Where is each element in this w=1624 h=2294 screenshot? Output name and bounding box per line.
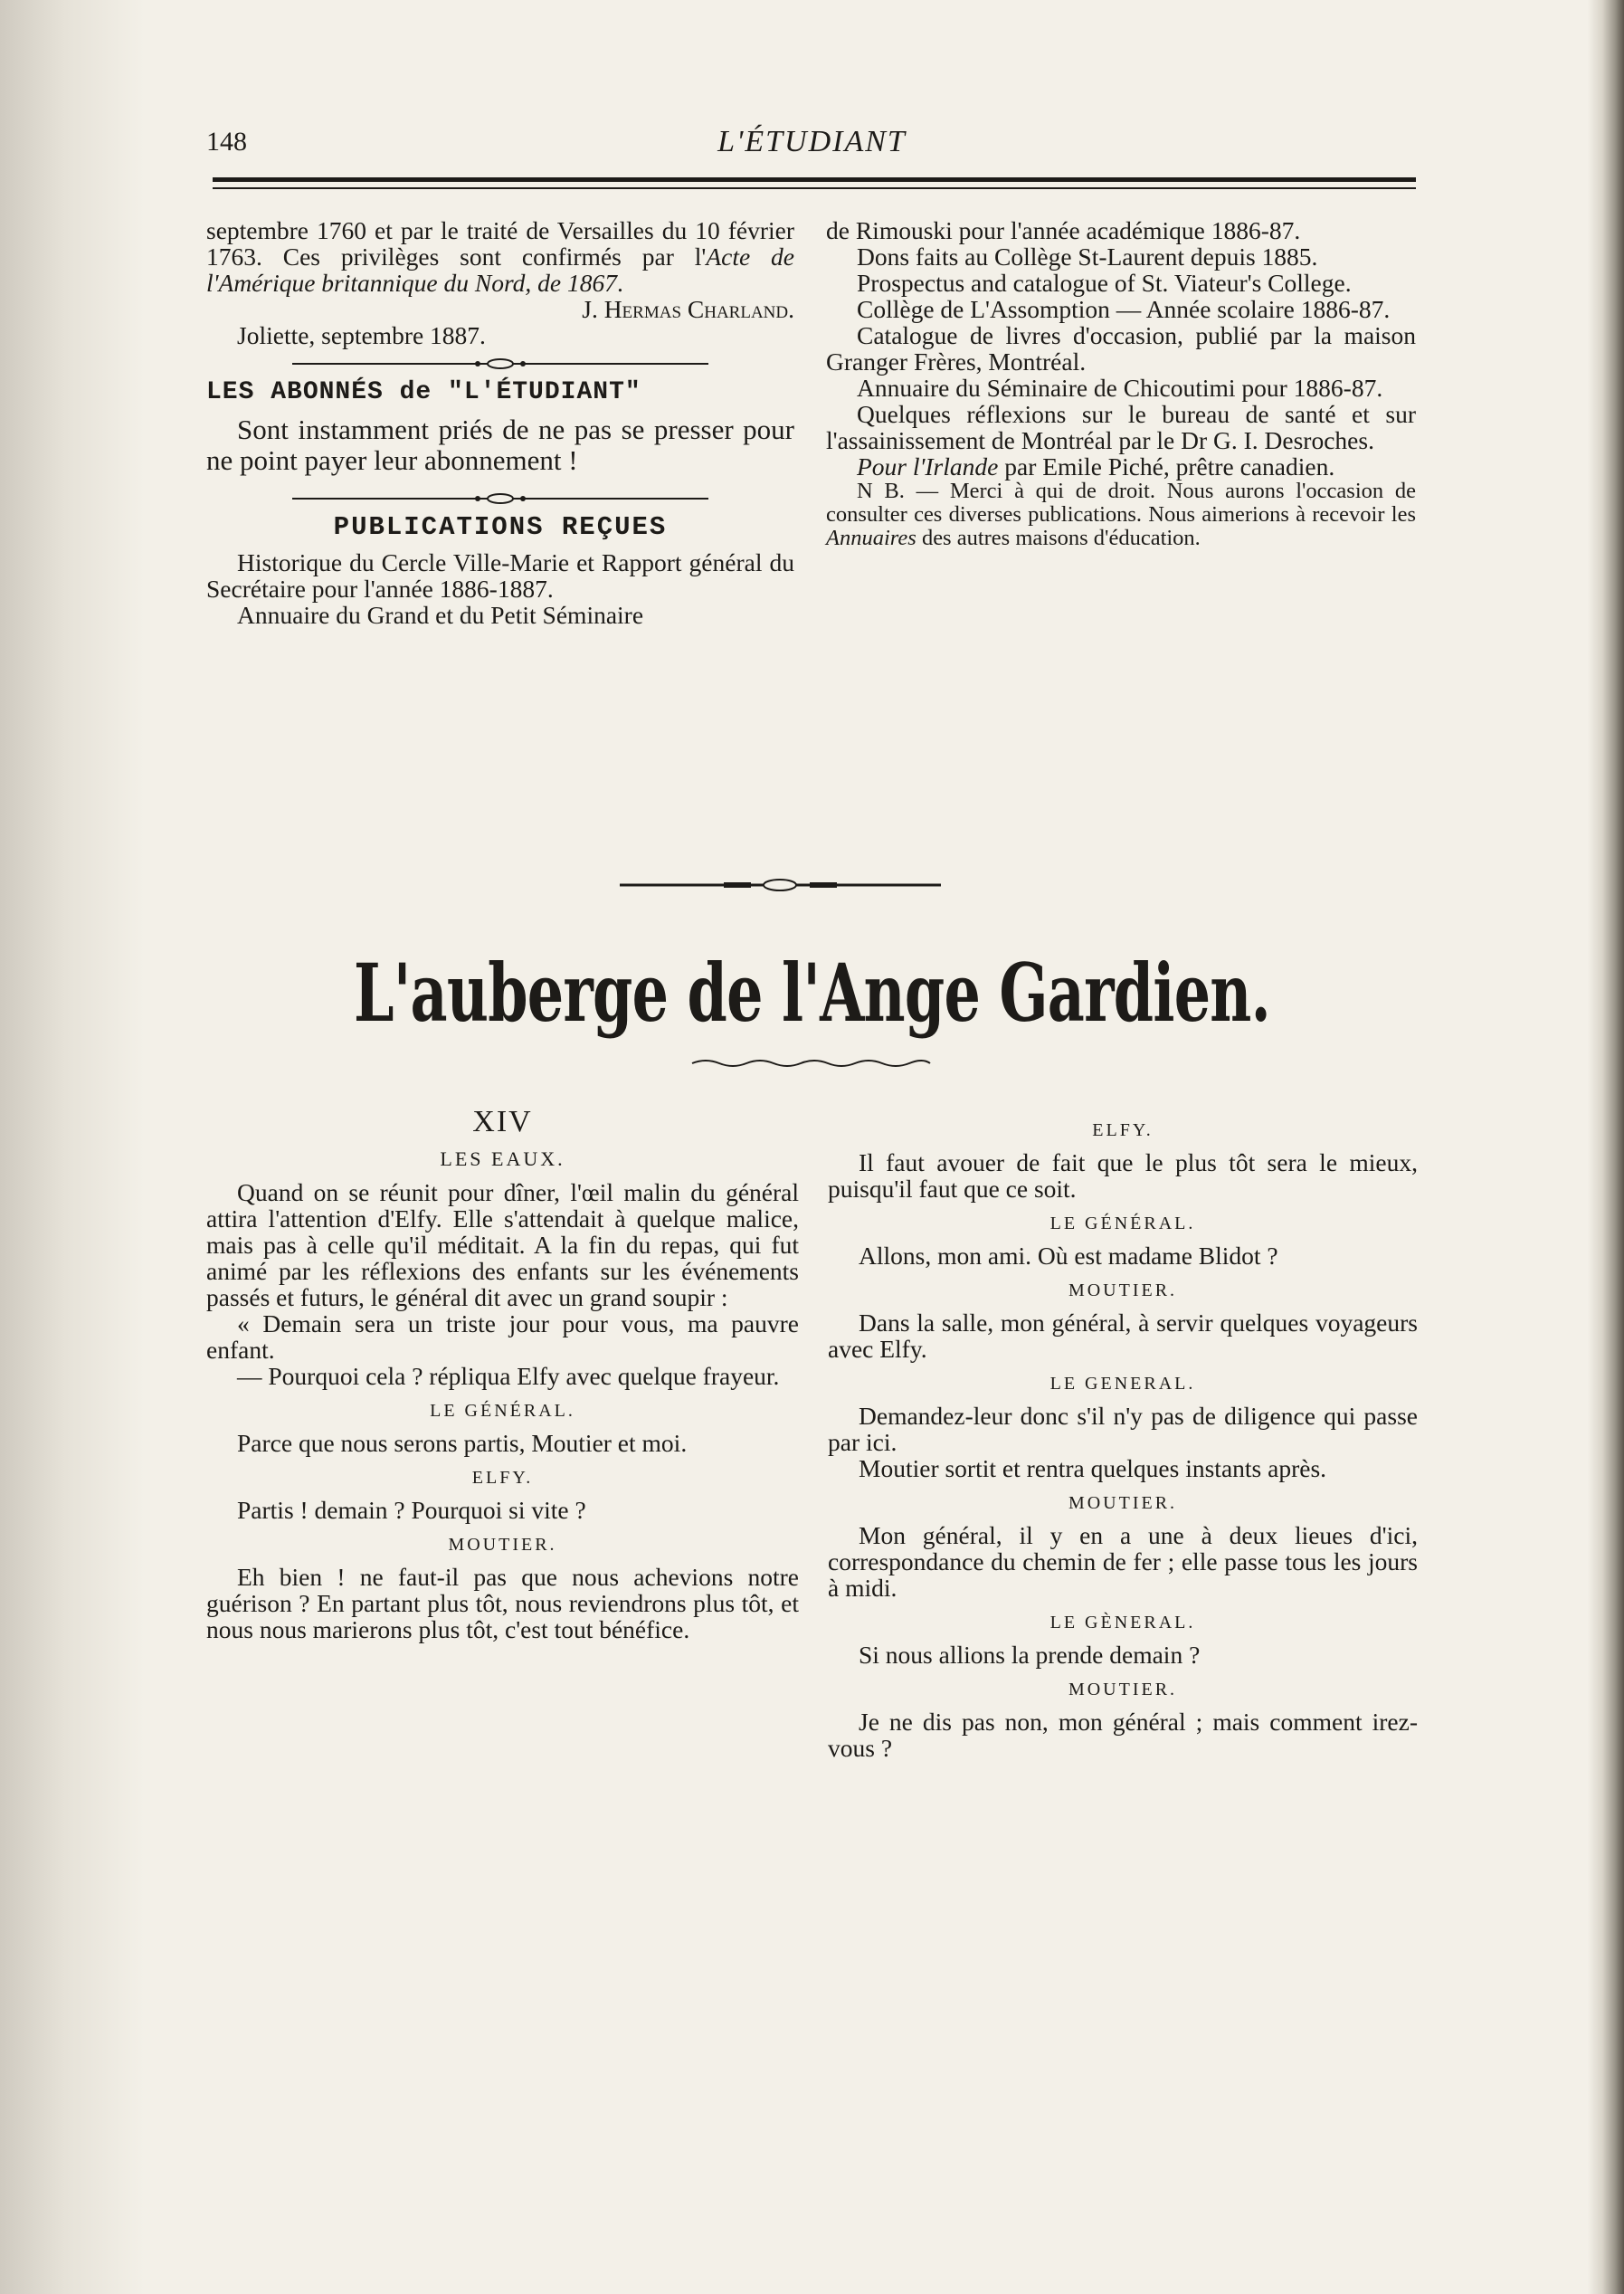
publication-item: Quelques réflexions sur le bureau de santé et sur l'assainissement de Montréal par le Dr G. I. Desroches.	[826, 400, 1416, 454]
story-paragraph: — Pourquoi cela ? répliqua Elfy avec quelque frayeur.	[237, 1362, 780, 1390]
speaker-name: MOUTIER.	[1068, 1680, 1178, 1699]
top-right-column	[826, 217, 1416, 550]
header-rule-thin	[213, 187, 1416, 189]
dialogue-line: Mon général, il y en a une à deux lieues d'ici, correspondance du chemin de fer ; elle passe tous les jours à midi.	[828, 1521, 1418, 1602]
story-left-column	[206, 1105, 799, 1643]
publications-heading: PUBLICATIONS REÇUES	[333, 512, 668, 542]
speaker-name: LE GÈNERAL.	[1049, 1613, 1196, 1632]
chapter-subtitle: LES EAUX.	[440, 1147, 565, 1170]
publication-item: de Rimouski pour l'année académique 1886-87.	[826, 216, 1301, 244]
speaker-name: MOUTIER.	[1068, 1280, 1178, 1300]
ornament-divider	[292, 492, 708, 505]
running-title: L'ÉTUDIANT	[717, 125, 907, 158]
publication-item: Historique du Cercle Ville-Marie et Rapport général du Secrétaire pour l'année 1886-1887.	[206, 548, 794, 603]
story-right-column	[828, 1109, 1418, 1761]
speaker-name: LE GÉNÉRAL.	[430, 1401, 575, 1421]
publication-item: Dons faits au Collège St-Laurent depuis 1885.	[857, 243, 1318, 271]
dialogue-line: Demandez-leur donc s'il n'y pas de diligence qui passe par ici.	[828, 1402, 1418, 1456]
ornament-divider	[292, 357, 708, 370]
publication-item: Prospectus and catalogue of St. Viateur's College.	[857, 269, 1352, 297]
speaker-name: ELFY.	[1092, 1120, 1154, 1140]
story-paragraph: « Demain sera un triste jour pour vous, ma pauvre enfant.	[206, 1309, 799, 1364]
article-dateline: Joliette, septembre 1887.	[237, 321, 486, 349]
header-rule-thick	[213, 177, 1416, 182]
speaker-name: ELFY.	[471, 1468, 534, 1488]
chapter-number: XIV	[472, 1105, 533, 1138]
dialogue-line: Partis ! demain ? Pourquoi si vite ?	[237, 1496, 586, 1524]
title-underline	[0, 1057, 1624, 1070]
top-left-column	[206, 217, 794, 628]
dialogue-line: Je ne dis pas non, mon général ; mais comment irez-vous ?	[828, 1708, 1418, 1762]
abonnes-notice: Sont instamment priés de ne pas se presser pour ne point payer leur abonnement !	[206, 414, 794, 476]
story-paragraph: Moutier sortit et rentra quelques instants après.	[859, 1454, 1327, 1482]
dialogue-line: Allons, mon ami. Où est madame Blidot ?	[859, 1242, 1278, 1270]
speaker-name: LE GÉNÉRAL.	[1049, 1214, 1196, 1233]
editor-note: N B. — Merci à qui de droit. Nous aurons l'occasion de consulter ces diverses publications. Nous aimerions à recevoir les Annuaires des autres maisons d'éducation.	[826, 479, 1416, 550]
article-continuation: septembre 1760 et par le traité de Versailles du 10 février 1763. Ces privilèges sont confirmés par l'Acte de l'Amérique britannique du Nord, de 1867.	[206, 216, 795, 297]
abonnes-heading: LES ABONNÉS de "L'ÉTUDIANT"	[206, 378, 641, 406]
dialogue-line: Eh bien ! ne faut-il pas que nous achevions notre guérison ? En partant plus tôt, nous reviendrons plus tôt, et nous nous marierons plus tôt, c'est tout bénéfice.	[206, 1563, 799, 1643]
title-ornament-divider	[0, 878, 1624, 892]
publication-item: Catalogue de livres d'occasion, publié par la maison Granger Frères, Montréal.	[826, 321, 1416, 376]
page-edge-shadow-right	[1588, 0, 1624, 2294]
speaker-name: LE GENERAL.	[1049, 1374, 1196, 1394]
page-number: 148	[206, 127, 247, 157]
page-edge-shadow-left	[0, 0, 145, 2294]
story-paragraph: Quand on se réunit pour dîner, l'œil malin du général attira l'attention d'Elfy. Elle s'attendait à quelque malice, mais pas à celle qu'il méditait. A la fin du repas, qui fut animé par les réflexions des enfants sur les événements passés et futurs, le général dit avec un grand soupir :	[206, 1178, 799, 1311]
dialogue-line: Si nous allions la prende demain ?	[859, 1641, 1201, 1669]
publication-item: Annuaire du Grand et du Petit Séminaire	[237, 601, 644, 629]
publication-item: Collège de L'Assomption — Année scolaire 1886-87.	[857, 295, 1391, 323]
speaker-name: MOUTIER.	[448, 1535, 557, 1555]
story-title: L'auberge de l'Ange Gardien.	[354, 946, 1270, 1040]
dialogue-line: Il faut avouer de fait que le plus tôt sera le mieux, puisqu'il faut que ce soit.	[828, 1148, 1418, 1203]
article-signature: J. Hermas Charland.	[582, 295, 794, 323]
publication-item: Annuaire du Séminaire de Chicoutimi pour 1886-87.	[857, 374, 1383, 402]
dialogue-line: Parce que nous serons partis, Moutier et moi.	[237, 1429, 688, 1457]
dialogue-line: Dans la salle, mon général, à servir quelques voyageurs avec Elfy.	[828, 1309, 1418, 1363]
publication-item: Pour l'Irlande par Emile Piché, prêtre canadien.	[857, 452, 1335, 481]
speaker-name: MOUTIER.	[1068, 1493, 1178, 1513]
